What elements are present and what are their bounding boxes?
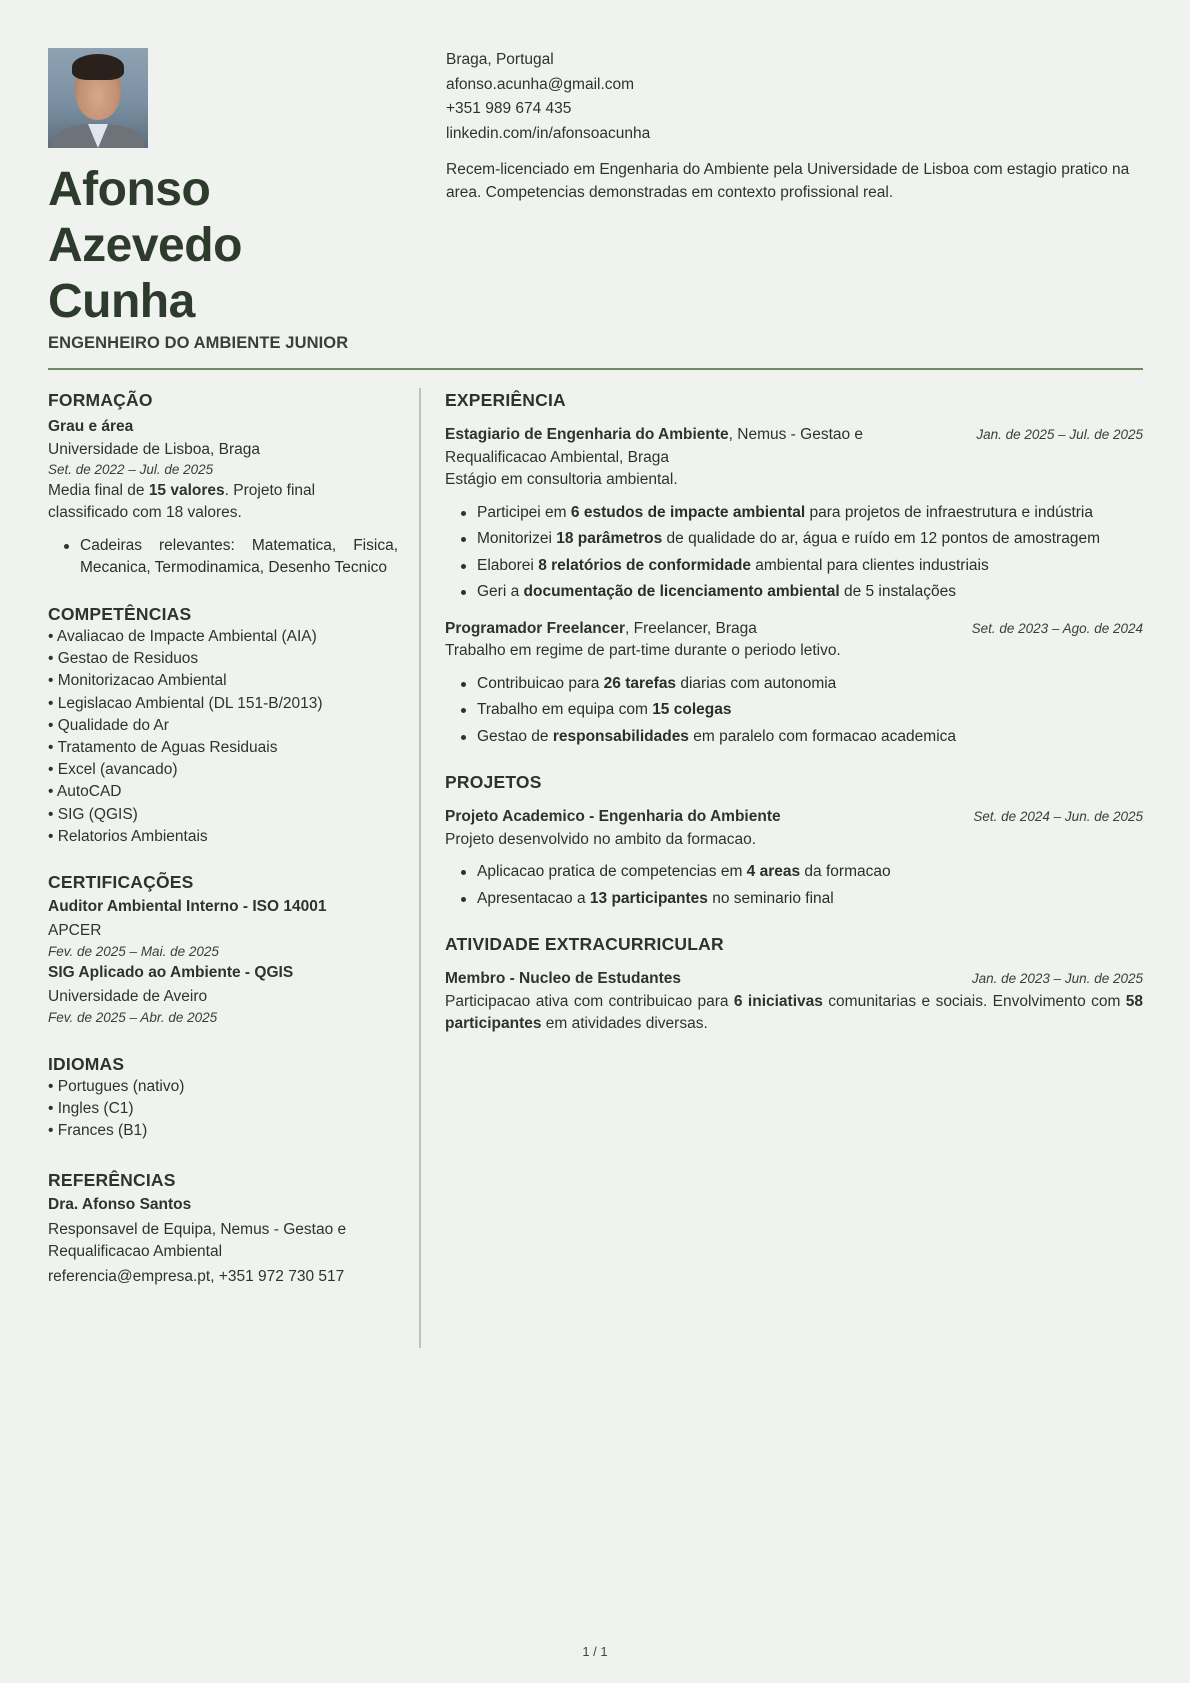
entry-org: , Nemus - Gestao e Requalificacao Ambiental, Braga (445, 426, 864, 466)
list-item: Participei em 6 estudos de impacte ambiental para projetos de infraestrutura e indústria (477, 502, 1143, 525)
job-title: ENGENHEIRO DO AMBIENTE JUNIOR (48, 334, 349, 352)
section-skills (48, 602, 398, 848)
contact-location: Braga, Portugal (446, 51, 554, 68)
section-title: COMPETÊNCIAS (48, 603, 192, 624)
reference-name: Dra. Afonso Santos (48, 1196, 192, 1214)
experience-entry (445, 618, 1143, 749)
list-item: Monitorizei 18 parâmetros de qualidade do ar, água e ruído em 12 pontos de amostragem (477, 528, 1143, 551)
list-item: Gestao de responsabilidades em paralelo com formacao academica (477, 726, 1143, 749)
language-item: • Ingles (C1) (48, 1098, 398, 1120)
section-extracurricular (445, 932, 1143, 1036)
skill-item: • Tratamento de Aguas Residuais (48, 737, 398, 759)
right-column (445, 388, 1143, 1348)
entry-description: Estágio em consultoria ambiental. (445, 471, 678, 488)
certification-issuer: Universidade de Aveiro (48, 988, 208, 1006)
header-divider (48, 368, 1143, 370)
entry-title (445, 618, 972, 641)
certification-name: Auditor Ambiental Interno - ISO 14001 (48, 897, 327, 915)
entry-header (445, 618, 1143, 641)
entry-dates: Jan. de 2025 – Jul. de 2025 (976, 427, 1143, 442)
list-item: Aplicacao pratica de competencias em 4 areas da formacao (477, 861, 1143, 884)
name-line-2: Azevedo (48, 219, 242, 272)
page-number: 1 / 1 (582, 1644, 608, 1659)
project-name: Projeto Academico - Engenharia do Ambiente (445, 808, 781, 825)
resume-body (48, 388, 1143, 1348)
entry-header (445, 806, 1143, 829)
skill-item: • Gestao de Residuos (48, 648, 398, 670)
certification-entry (48, 962, 398, 1028)
language-item: • Portugues (nativo) (48, 1076, 398, 1098)
section-title: REFERÊNCIAS (48, 1170, 176, 1191)
skill-item: • Relatorios Ambientais (48, 826, 398, 848)
skill-item: • Avaliacao de Impacte Ambiental (AIA) (48, 626, 398, 648)
entry-bullets (445, 502, 1143, 604)
extracurricular-entry (445, 968, 1143, 1036)
education-description (48, 480, 398, 525)
entry-bullets (445, 861, 1143, 910)
section-title: FORMAÇÃO (48, 390, 153, 410)
section-title: IDIOMAS (48, 1053, 125, 1074)
section-education (48, 388, 398, 580)
entry-dates: Set. de 2024 – Jun. de 2025 (973, 809, 1143, 824)
entry-role: Programador Freelancer (445, 619, 626, 637)
full-name (48, 162, 446, 330)
entry-dates: Jan. de 2023 – Jun. de 2025 (971, 971, 1143, 986)
section-experience (445, 388, 1143, 748)
list-item: Trabalho em equipa com 15 colegas (477, 699, 1143, 722)
list-item: Contribuicao para 26 tarefas diarias com autonomia (477, 673, 1143, 696)
education-dates: Set. de 2022 – Jul. de 2025 (48, 462, 214, 477)
reference-contact: referencia@empresa.pt, +351 972 730 517 (48, 1267, 345, 1285)
certification-issuer: APCER (48, 922, 102, 940)
section-languages (48, 1052, 398, 1143)
degree: Grau e área (48, 418, 134, 435)
entry-header (445, 968, 1143, 991)
entry-dates: Set. de 2023 – Ago. de 2024 (971, 620, 1143, 636)
entry-title (445, 424, 976, 469)
name-line-1: Afonso (48, 163, 211, 216)
skill-item: • Legislacao Ambiental (DL 151-B/2013) (48, 693, 398, 715)
section-title: CERTIFICAÇÕES (48, 871, 194, 892)
section-title: EXPERIÊNCIA (445, 390, 566, 410)
contact-linkedin[interactable]: linkedin.com/in/afonsoacunha (446, 124, 651, 142)
section-title: ATIVIDADE EXTRACURRICULAR (445, 934, 724, 954)
skill-item: • SIG (QGIS) (48, 804, 398, 826)
left-column (48, 388, 398, 1348)
certification-name: SIG Aplicado ao Ambiente - QGIS (48, 963, 294, 981)
certification-dates: Fev. de 2025 – Mai. de 2025 (48, 943, 219, 959)
section-projects (445, 770, 1143, 910)
certification-entry (48, 896, 398, 962)
photo-hair (72, 54, 124, 80)
list-item: Cadeiras relevantes: Matematica, Fisica, Mecanica, Termodinamica, Desenho Tecnico (80, 535, 398, 580)
skill-item: • AutoCAD (48, 781, 398, 803)
language-item: • Frances (B1) (48, 1120, 398, 1142)
education-bullets (48, 535, 398, 580)
skill-item: • Qualidade do Ar (48, 715, 398, 737)
activity-name: Membro - Nucleo de Estudantes (445, 970, 681, 987)
list-item: Geri a documentação de licenciamento ambiental de 5 instalações (477, 581, 1143, 604)
section-title: PROJETOS (445, 772, 542, 792)
profile-summary: Recem-licenciado em Engenharia do Ambiente pela Universidade de Lisboa com estagio pratico na area. Competencias demonstradas em contexto profissional real. (446, 161, 1130, 201)
certification-dates: Fev. de 2025 – Abr. de 2025 (48, 1009, 218, 1025)
resume-header (48, 48, 1143, 355)
project-entry (445, 806, 1143, 910)
header-contact (446, 48, 1143, 355)
list-item: Apresentacao a 13 participantes no seminario final (477, 888, 1143, 911)
entry-org: , Freelancer, Braga (625, 619, 757, 637)
entry-description: Participacao ativa com contribuicao para 6 iniciativas comunitarias e sociais. Envolvimento com 58 participantes em atividades diversas. (445, 992, 1144, 1032)
section-references (48, 1168, 398, 1288)
entry-description: Projeto desenvolvido no ambito da formacao. (445, 830, 757, 848)
skill-item: • Monitorizacao Ambiental (48, 670, 398, 692)
header-identity (48, 48, 446, 355)
education-desc-bold: 15 valores (148, 481, 225, 499)
entry-header (445, 424, 1143, 469)
entry-description: Trabalho em regime de part-time durante o periodo letivo. (445, 642, 841, 659)
experience-entry (445, 424, 1143, 604)
list-item: Elaborei 8 relatórios de conformidade ambiental para clientes industriais (477, 555, 1143, 578)
entry-role: Estagiario de Engenharia do Ambiente (445, 426, 729, 443)
skill-item: • Excel (avancado) (48, 759, 398, 781)
reference-role: Responsavel de Equipa, Nemus - Gestao e Requalificacao Ambiental (48, 1220, 347, 1261)
education-desc-text: Media final de (48, 481, 149, 499)
school: Universidade de Lisboa, Braga (48, 440, 260, 458)
section-certifications (48, 870, 398, 1028)
entry-bullets (445, 673, 1143, 749)
profile-photo (48, 48, 148, 148)
contact-email[interactable]: afonso.acunha@gmail.com (446, 75, 635, 93)
education-desc-text: . Projeto final classificado com 18 valores. (48, 481, 316, 522)
name-line-3: Cunha (48, 275, 195, 328)
contact-phone[interactable]: +351 989 674 435 (446, 100, 572, 117)
resume-page (48, 48, 1143, 355)
column-rule (419, 388, 421, 1348)
